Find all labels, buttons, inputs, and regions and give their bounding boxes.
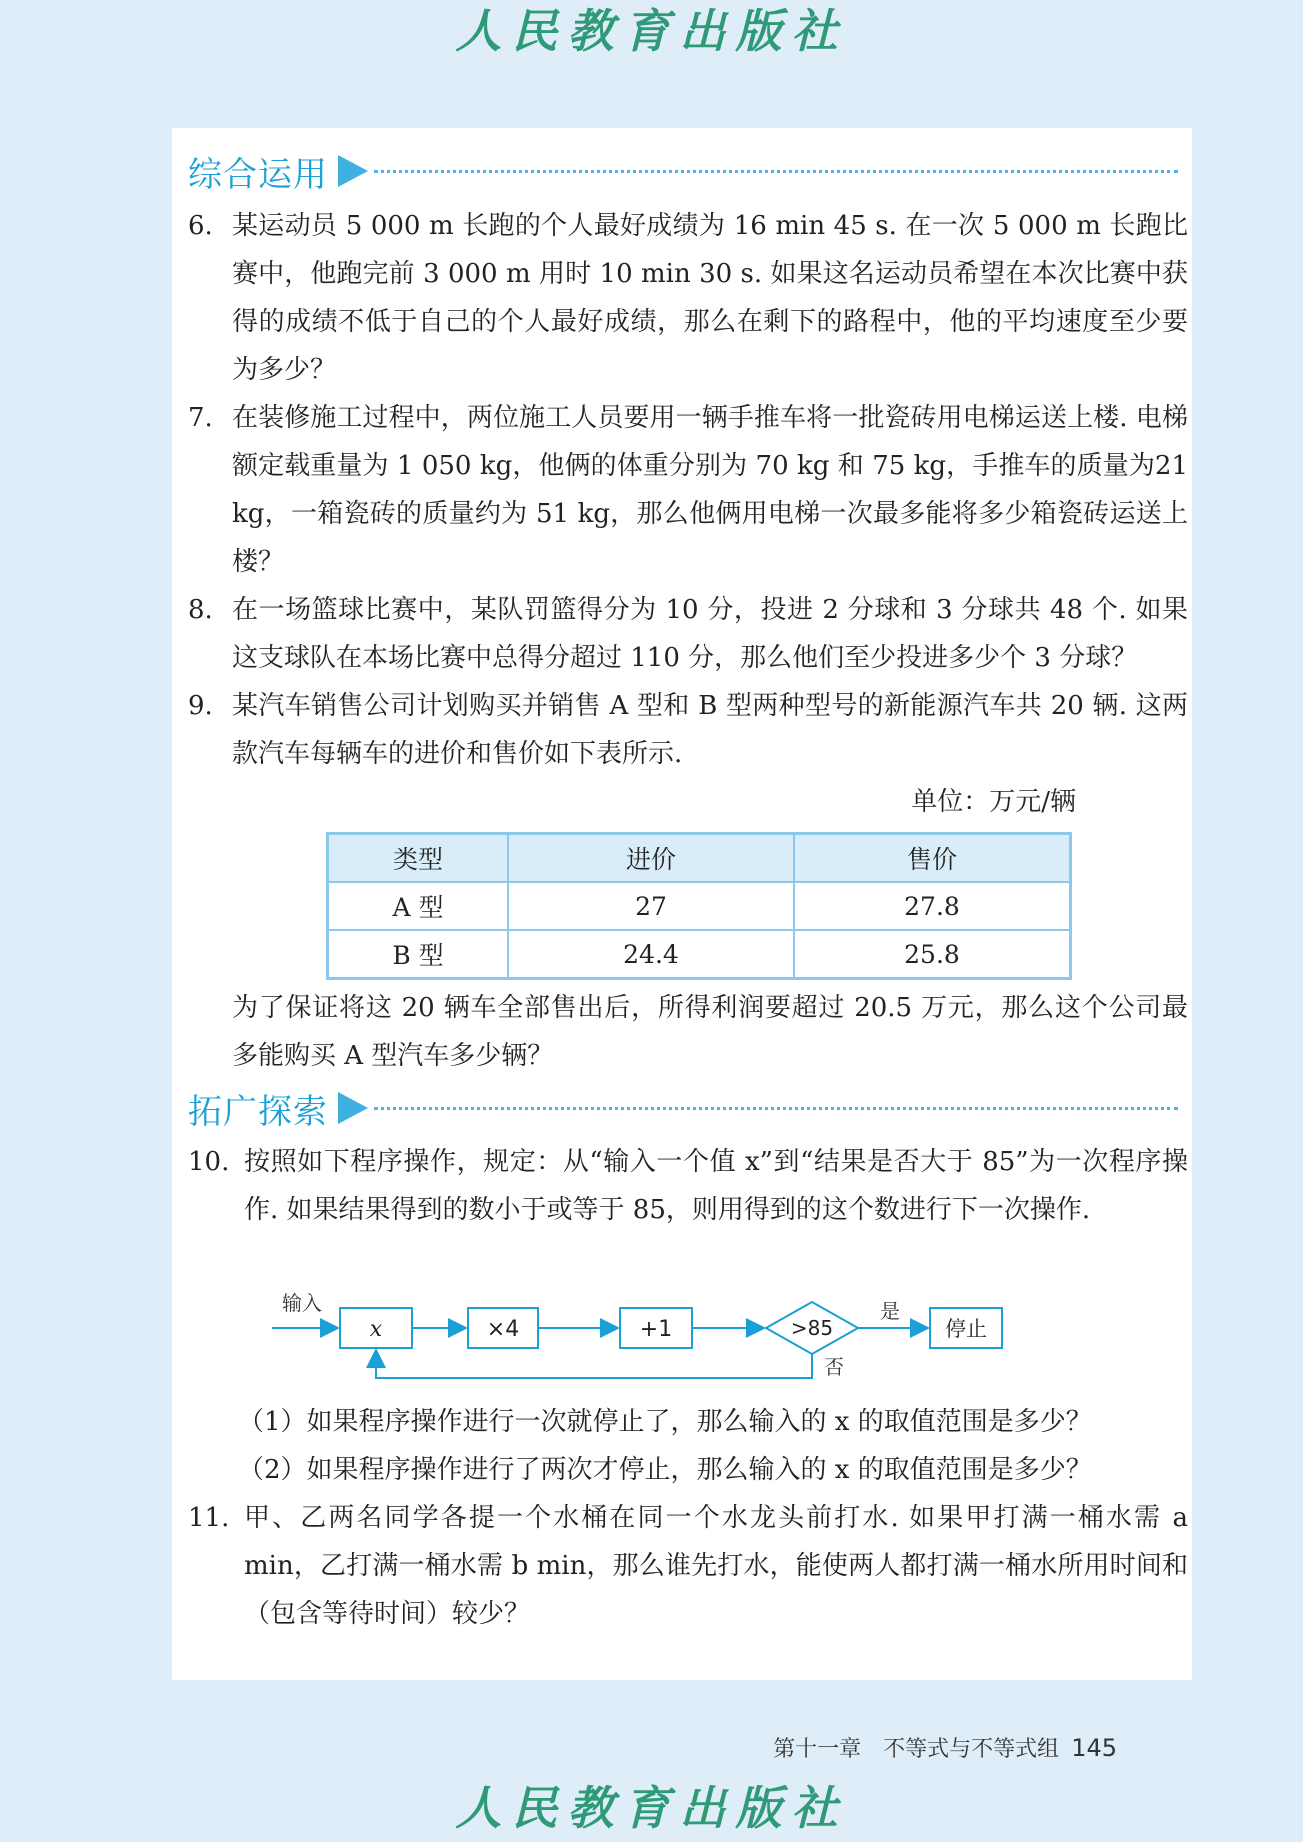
table-header-row — [328, 834, 1071, 883]
problem-6 — [188, 202, 1188, 394]
publisher-logo-top: 人民教育出版社 — [455, 4, 848, 58]
flowchart — [268, 1288, 1128, 1388]
triangle-arrow-icon — [338, 155, 368, 187]
flow-loop-arrow — [376, 1350, 812, 1378]
problem-text: 在装修施工过程中，两位施工人员要用一辆手推车将一批瓷砖用电梯运送上楼. 电梯额定载重量为 1 050 kg，他俩的体重分别为 70 kg 和 75 kg，手推车的质量为21 kg，一箱瓷砖的质量约为 51 kg，那么他俩用电梯一次最多能将多少箱瓷砖运送上楼？ — [232, 403, 1188, 577]
page-footer — [773, 1732, 1117, 1763]
table-cell: A 型 — [328, 882, 509, 930]
problem-number: 11. — [188, 1503, 230, 1533]
problem-number: 8. — [188, 595, 213, 625]
problem-text: 按照如下程序操作，规定：从“输入一个值 x”到“结果是否大于 85”为一次程序操作. 如果结果得到的数小于或等于 85，则用得到的这个数进行下一次操作. — [244, 1147, 1188, 1225]
table-cell: B 型 — [328, 930, 509, 979]
section-title: 拓广探索 — [188, 1091, 328, 1132]
flow-yes-label: 是 — [880, 1299, 900, 1323]
problem-10-question-1: （1）如果程序操作进行一次就停止了，那么输入的 x 的取值范围是多少？ — [238, 1407, 1092, 1437]
content-panel — [172, 128, 1192, 1680]
dotted-divider — [374, 170, 1178, 173]
problem-number: 9. — [188, 691, 213, 721]
table-header-cell: 进价 — [508, 834, 794, 883]
flow-input-label: 输入 — [282, 1291, 322, 1315]
problem-9-continued — [188, 984, 1188, 1080]
table-cell: 25.8 — [794, 930, 1071, 979]
chapter-title: 第十一章 不等式与不等式组 — [773, 1737, 1060, 1762]
problem-text: 某运动员 5 000 m 长跑的个人最好成绩为 16 min 45 s. 在一次 5 000 m 长跑比赛中，他跑完前 3 000 m 用时 10 min 30 s. 如果这名运动员希望在本次比赛中获得的成绩不低于自己的个人最好成绩，那么在剩下的路程中，他的平均速度至少要为多少？ — [232, 211, 1188, 385]
section-header-comprehensive — [188, 146, 1178, 196]
problem-text: 为了保证将这 20 辆车全部售出后，所得利润要超过 20.5 万元，那么这个公司最多能购买 A 型汽车多少辆？ — [232, 993, 1188, 1071]
problem-text: 某汽车销售公司计划购买并销售 A 型和 B 型两种型号的新能源汽车共 20 辆. 这两款汽车每辆车的进价和售价如下表所示. — [232, 691, 1188, 769]
table-cell: 27 — [508, 882, 794, 930]
table-cell: 27.8 — [794, 882, 1071, 930]
problem-8 — [188, 586, 1188, 682]
problem-number: 6. — [188, 211, 213, 241]
table-header-cell: 类型 — [328, 834, 509, 883]
table-cell: 24.4 — [508, 930, 794, 979]
publisher-logo-bottom: 人民教育出版社 — [455, 1781, 848, 1835]
flow-decision-label: >85 — [790, 1316, 834, 1340]
flow-no-label: 否 — [824, 1355, 844, 1379]
problem-text: 在一场篮球比赛中，某队罚篮得分为 10 分，投进 2 分球和 3 分球共 48 个. 如果这支球队在本场比赛中总得分超过 110 分，那么他们至少投进多少个 3 分球？ — [232, 595, 1188, 673]
problem-9 — [188, 682, 1188, 778]
flow-box-multiply-label: ×4 — [486, 1317, 520, 1342]
flow-box-x-label: x — [369, 1317, 383, 1342]
problem-7 — [188, 394, 1188, 586]
flow-box-stop-label: 停止 — [945, 1317, 987, 1341]
problem-10 — [188, 1138, 1188, 1234]
table-row — [328, 882, 1071, 930]
dotted-divider — [374, 1107, 1178, 1110]
section-title: 综合运用 — [188, 154, 328, 195]
triangle-arrow-icon — [338, 1092, 368, 1124]
problem-11 — [188, 1494, 1188, 1638]
page-number: 145 — [1071, 1734, 1117, 1762]
problem-text: 甲、乙两名同学各提一个水桶在同一个水龙头前打水. 如果甲打满一桶水需 a min，乙打满一桶水需 b min，那么谁先打水，能使两人都打满一桶水所用时间和（包含等待时间）较少？ — [244, 1503, 1188, 1629]
table-unit: 单位：万元/辆 — [911, 787, 1076, 817]
price-table — [326, 832, 1072, 980]
section-header-extension — [188, 1083, 1178, 1133]
problem-10-question-2: （2）如果程序操作进行了两次才停止，那么输入的 x 的取值范围是多少？ — [238, 1455, 1092, 1485]
problem-number: 10. — [188, 1147, 230, 1177]
table-header-cell: 售价 — [794, 834, 1071, 883]
flow-box-add-label: +1 — [639, 1317, 673, 1342]
problem-number: 7. — [188, 403, 213, 433]
table-row — [328, 930, 1071, 979]
